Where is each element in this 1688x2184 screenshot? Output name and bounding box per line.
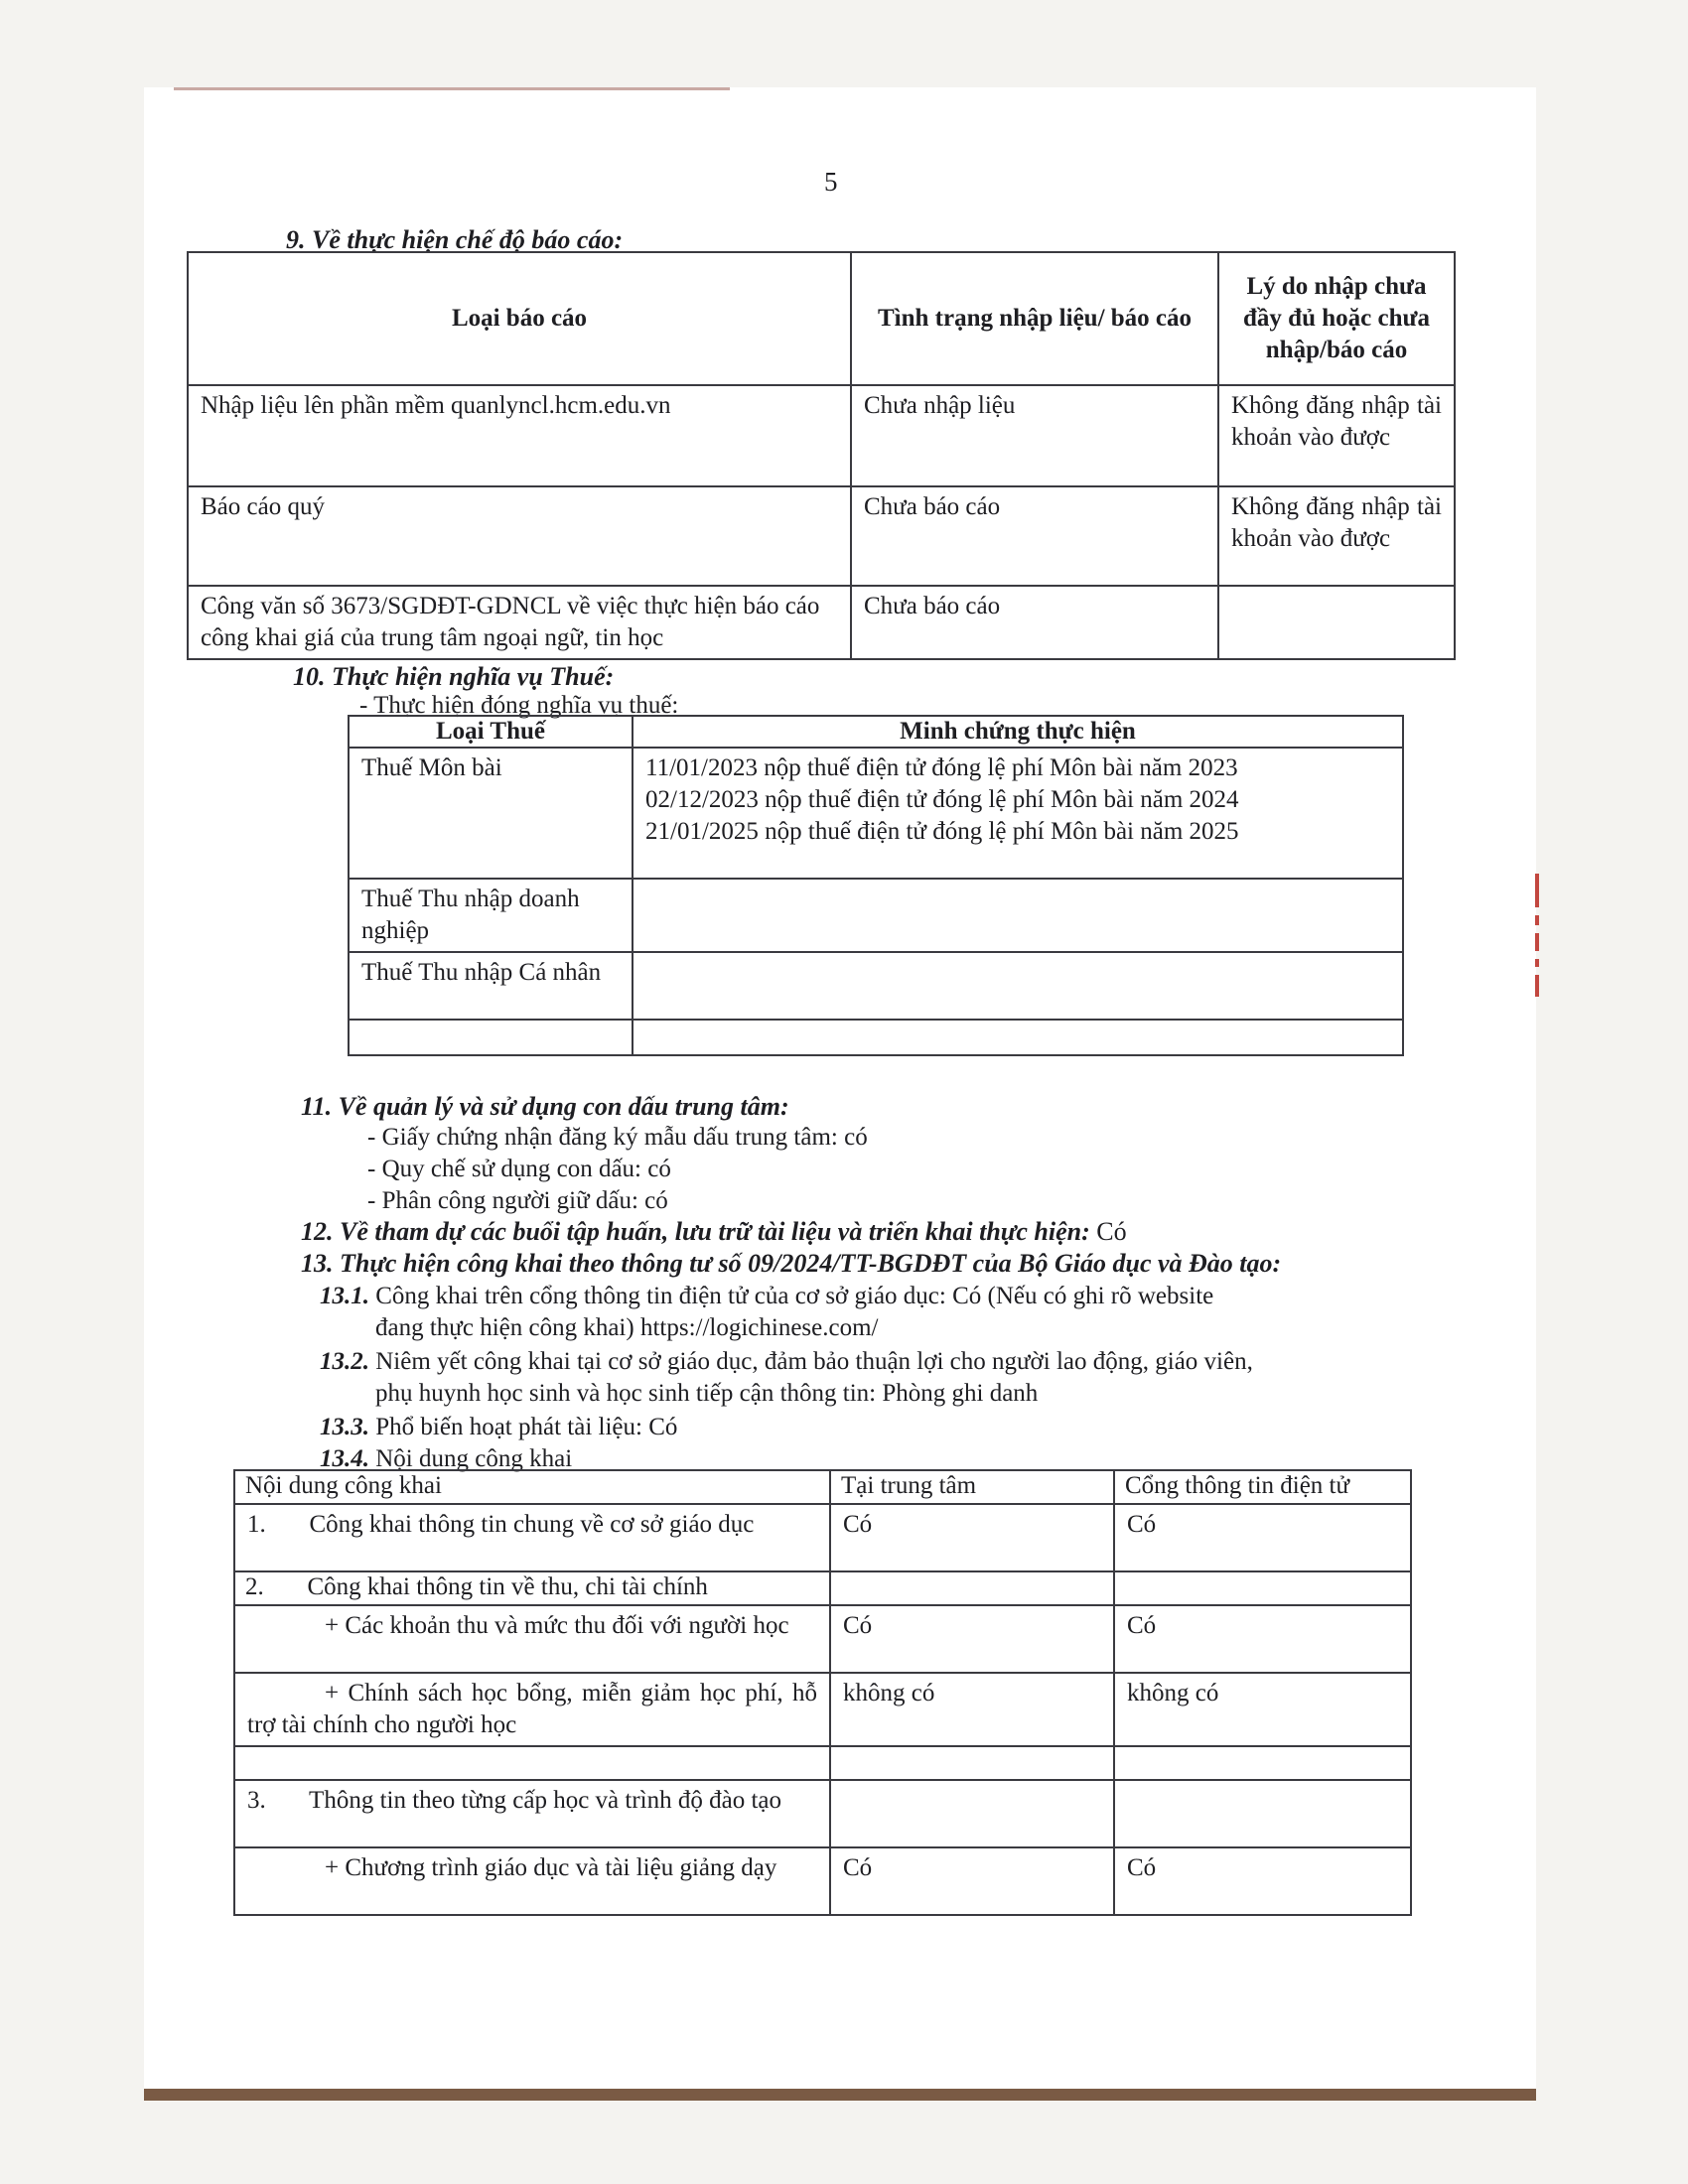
evidence-line: 11/01/2023 nộp thuế điện tử đóng lệ phí Môn bài năm 2023 — [645, 754, 1238, 781]
col-header-reason: Lý do nhập chưa đầy đủ hoặc chưa nhập/báo cáo — [1218, 252, 1455, 385]
stamp-mark — [1531, 874, 1543, 1072]
table-row — [234, 1780, 1411, 1847]
cell — [633, 1020, 1403, 1055]
table-header-row — [234, 1470, 1411, 1504]
table-row — [349, 748, 1403, 879]
cell: không có — [830, 1673, 1114, 1746]
cell: không có — [1114, 1673, 1411, 1746]
item-13-1-cont: đang thực hiện công khai) https://logichinese.com/ — [375, 1314, 879, 1341]
table-row — [349, 952, 1403, 1020]
table-row — [234, 1605, 1411, 1673]
cell: Thuế Môn bài — [349, 748, 633, 879]
cell: Có — [830, 1847, 1114, 1915]
cell: 2. Công khai thông tin về thu, chi tài chính — [234, 1571, 830, 1605]
col-header-at-center: Tại trung tâm — [830, 1470, 1114, 1504]
col-header-tax-type: Loại Thuế — [349, 716, 633, 748]
item-number: 13.1. — [320, 1283, 369, 1309]
cell — [830, 1780, 1114, 1847]
disclosure-table — [233, 1469, 1412, 1916]
tax-table — [348, 715, 1404, 1056]
list-item: - Giấy chứng nhận đăng ký mẫu dấu trung tâm: có — [367, 1124, 868, 1151]
col-header-portal: Cổng thông tin điện tử — [1114, 1470, 1411, 1504]
cell — [830, 1571, 1114, 1605]
cell: Có — [1114, 1847, 1411, 1915]
cell — [633, 748, 1403, 879]
cell: Chưa báo cáo — [851, 586, 1218, 659]
cell: Chưa nhập liệu — [851, 385, 1218, 486]
item-13-2-cont: phụ huynh học sinh và học sinh tiếp cận thông tin: Phòng ghi danh — [375, 1380, 1039, 1407]
cell: Nhập liệu lên phần mềm quanlyncl.hcm.edu.vn — [188, 385, 851, 486]
col-header-content: Nội dung công khai — [234, 1470, 830, 1504]
item-number: 13.4. — [320, 1445, 369, 1472]
cell: Có — [830, 1504, 1114, 1571]
cell: Có — [1114, 1605, 1411, 1673]
cell — [633, 879, 1403, 952]
list-item: - Quy chế sử dụng con dấu: có — [367, 1156, 671, 1182]
cell — [1114, 1571, 1411, 1605]
page-number: 5 — [824, 167, 838, 197]
list-item: - Phân công người giữ dấu: có — [367, 1187, 668, 1214]
cell: Báo cáo quý — [188, 486, 851, 586]
section-9-heading: 9. Về thực hiện chế độ báo cáo: — [286, 225, 624, 254]
cell: 3. Thông tin theo từng cấp học và trình độ đào tạo — [234, 1780, 830, 1847]
section-13-heading: 13. Thực hiện công khai theo thông tư số 09/2024/TT-BGDĐT của Bộ Giáo dục và Đào tạo: — [301, 1249, 1282, 1278]
table-row — [234, 1504, 1411, 1571]
table-row — [349, 1020, 1403, 1055]
cell: Có — [1114, 1504, 1411, 1571]
cell: Không đăng nhập tài khoản vào được — [1218, 385, 1455, 486]
item-number: 13.2. — [320, 1348, 369, 1375]
evidence-line: 02/12/2023 nộp thuế điện tử đóng lệ phí Môn bài năm 2024 — [645, 786, 1239, 813]
item-text: Nội dung công khai — [375, 1445, 573, 1472]
cell — [234, 1746, 830, 1780]
col-header-evidence: Minh chứng thực hiện — [633, 716, 1403, 748]
section-11-heading: 11. Về quản lý và sử dụng con dấu trung tâm: — [301, 1092, 789, 1121]
table-row — [234, 1673, 1411, 1746]
cell — [1114, 1746, 1411, 1780]
cell — [633, 952, 1403, 1020]
cell — [830, 1746, 1114, 1780]
table-row — [188, 486, 1455, 586]
table-header-row — [188, 252, 1455, 385]
item-13-1 — [320, 1283, 1213, 1310]
cell: 1. Công khai thông tin chung về cơ sở giáo dục — [234, 1504, 830, 1571]
section-12 — [301, 1217, 1127, 1247]
item-text: Công khai trên cổng thông tin điện tử của cơ sở giáo dục: Có (Nếu có ghi rõ website — [375, 1283, 1214, 1309]
section-10-heading: 10. Thực hiện nghĩa vụ Thuế: — [293, 662, 615, 691]
table-row — [234, 1571, 1411, 1605]
cell: Thuế Thu nhập Cá nhân — [349, 952, 633, 1020]
cell: Không đăng nhập tài khoản vào được — [1218, 486, 1455, 586]
cell: Chưa báo cáo — [851, 486, 1218, 586]
desk-edge — [144, 2089, 1536, 2101]
item-number: 13.3. — [320, 1414, 369, 1440]
cell: + Các khoản thu và mức thu đối với người học — [234, 1605, 830, 1673]
cell: Có — [830, 1605, 1114, 1673]
table-row — [188, 385, 1455, 486]
item-13-3 — [320, 1414, 677, 1441]
cell — [349, 1020, 633, 1055]
evidence-line: 21/01/2025 nộp thuế điện tử đóng lệ phí Môn bài năm 2025 — [645, 818, 1239, 845]
section-12-heading: 12. Về tham dự các buổi tập huấn, lưu trữ tài liệu và triển khai thực hiện: — [301, 1217, 1090, 1246]
col-header-status: Tình trạng nhập liệu/ báo cáo — [851, 252, 1218, 385]
cell — [1114, 1780, 1411, 1847]
cell: Công văn số 3673/SGDĐT-GDNCL về việc thực hiện báo cáo công khai giá của trung tâm ngoại ngữ, tin học — [188, 586, 851, 659]
section-12-value: Có — [1089, 1217, 1127, 1246]
tax-intro: - Thực hiện đóng nghĩa vụ thuế: — [359, 692, 679, 719]
cell: + Chính sách học bổng, miễn giảm học phí, hỗ trợ tài chính cho người học — [234, 1673, 830, 1746]
table-row — [188, 586, 1455, 659]
table-row — [234, 1746, 1411, 1780]
cell: Thuế Thu nhập doanh nghiệp — [349, 879, 633, 952]
item-text: Phổ biến hoạt phát tài liệu: Có — [375, 1414, 678, 1440]
col-header-report-type: Loại báo cáo — [188, 252, 851, 385]
table-header-row — [349, 716, 1403, 748]
table-row — [349, 879, 1403, 952]
item-text: Niêm yết công khai tại cơ sở giáo dục, đảm bảo thuận lợi cho người lao động, giáo viên, — [375, 1348, 1253, 1375]
item-13-2 — [320, 1348, 1253, 1376]
cell — [1218, 586, 1455, 659]
cell: + Chương trình giáo dục và tài liệu giảng dạy — [234, 1847, 830, 1915]
page-top-edge — [174, 87, 730, 90]
report-table — [187, 251, 1456, 660]
table-row — [234, 1847, 1411, 1915]
